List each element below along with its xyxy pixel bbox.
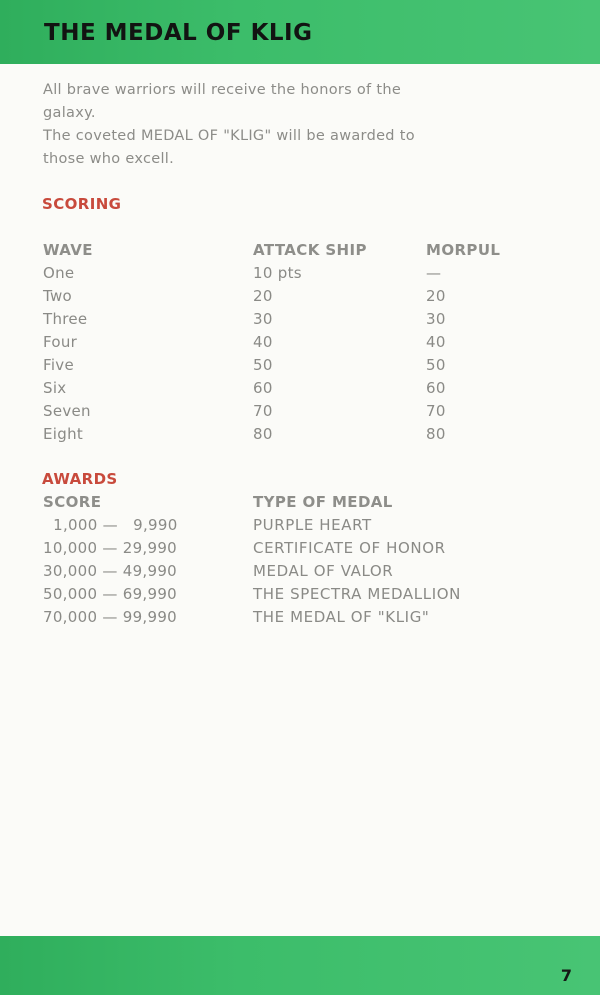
attack-ship-column-header: ATTACK SHIP: [253, 241, 367, 259]
morpul-cell: 30: [426, 310, 446, 328]
wave-column-header: WAVE: [43, 241, 93, 259]
table-row: [0, 585, 600, 608]
page-number: 7: [560, 966, 572, 985]
table-row: [0, 608, 600, 631]
intro-line: those who excell.: [43, 151, 175, 167]
intro-paragraph: [43, 79, 523, 171]
intro-line: galaxy.: [43, 105, 96, 121]
score-range-cell: 30,000 — 49,990: [43, 562, 178, 580]
table-row: [0, 425, 600, 448]
attack-ship-cell: 50: [253, 356, 273, 374]
wave-cell: Four: [43, 333, 78, 351]
wave-cell: Six: [43, 379, 67, 397]
medal-cell: THE SPECTRA MEDALLION: [253, 585, 461, 603]
morpul-column-header: MORPUL: [426, 241, 501, 259]
intro-line: The coveted MEDAL OF "KLIG" will be awarded to: [43, 128, 415, 144]
header-band: [0, 0, 600, 64]
attack-ship-cell: 10 pts: [253, 264, 302, 282]
table-row: [0, 562, 600, 585]
awards-heading: AWARDS: [42, 470, 118, 488]
morpul-cell: 20: [426, 287, 446, 305]
table-row: [0, 310, 600, 333]
wave-cell: Five: [43, 356, 75, 374]
wave-cell: Seven: [43, 402, 91, 420]
attack-ship-cell: 20: [253, 287, 273, 305]
morpul-cell: 60: [426, 379, 446, 397]
morpul-cell: 50: [426, 356, 446, 374]
attack-ship-cell: 60: [253, 379, 273, 397]
medal-cell: PURPLE HEART: [253, 516, 372, 534]
score-range-cell: 50,000 — 69,990: [43, 585, 178, 603]
attack-ship-cell: 70: [253, 402, 273, 420]
morpul-cell: —: [426, 264, 442, 282]
attack-ship-cell: 80: [253, 425, 273, 443]
medal-cell: CERTIFICATE OF HONOR: [253, 539, 446, 557]
table-row: [0, 379, 600, 402]
intro-line: All brave warriors will receive the honors of the: [43, 82, 402, 98]
attack-ship-cell: 30: [253, 310, 273, 328]
medal-column-header: TYPE OF MEDAL: [253, 493, 393, 511]
morpul-cell: 40: [426, 333, 446, 351]
table-row: [0, 539, 600, 562]
footer-band: [0, 936, 600, 995]
medal-cell: THE MEDAL OF "KLIG": [253, 608, 430, 626]
score-range-cell: 1,000 — 9,990: [43, 516, 178, 534]
table-row: [0, 516, 600, 539]
scoring-heading: SCORING: [42, 195, 122, 213]
table-row: [0, 333, 600, 356]
score-column-header: SCORE: [43, 493, 102, 511]
wave-cell: Two: [43, 287, 73, 305]
wave-cell: One: [43, 264, 75, 282]
morpul-cell: 70: [426, 402, 446, 420]
table-row: [0, 402, 600, 425]
table-row: [0, 287, 600, 310]
score-range-cell: 10,000 — 29,990: [43, 539, 178, 557]
medal-cell: MEDAL OF VALOR: [253, 562, 394, 580]
table-row: [0, 356, 600, 379]
score-range-cell: 70,000 — 99,990: [43, 608, 178, 626]
wave-cell: Three: [43, 310, 88, 328]
wave-cell: Eight: [43, 425, 84, 443]
attack-ship-cell: 40: [253, 333, 273, 351]
page-title: THE MEDAL OF KLIG: [44, 20, 313, 46]
table-row: [0, 264, 600, 287]
morpul-cell: 80: [426, 425, 446, 443]
